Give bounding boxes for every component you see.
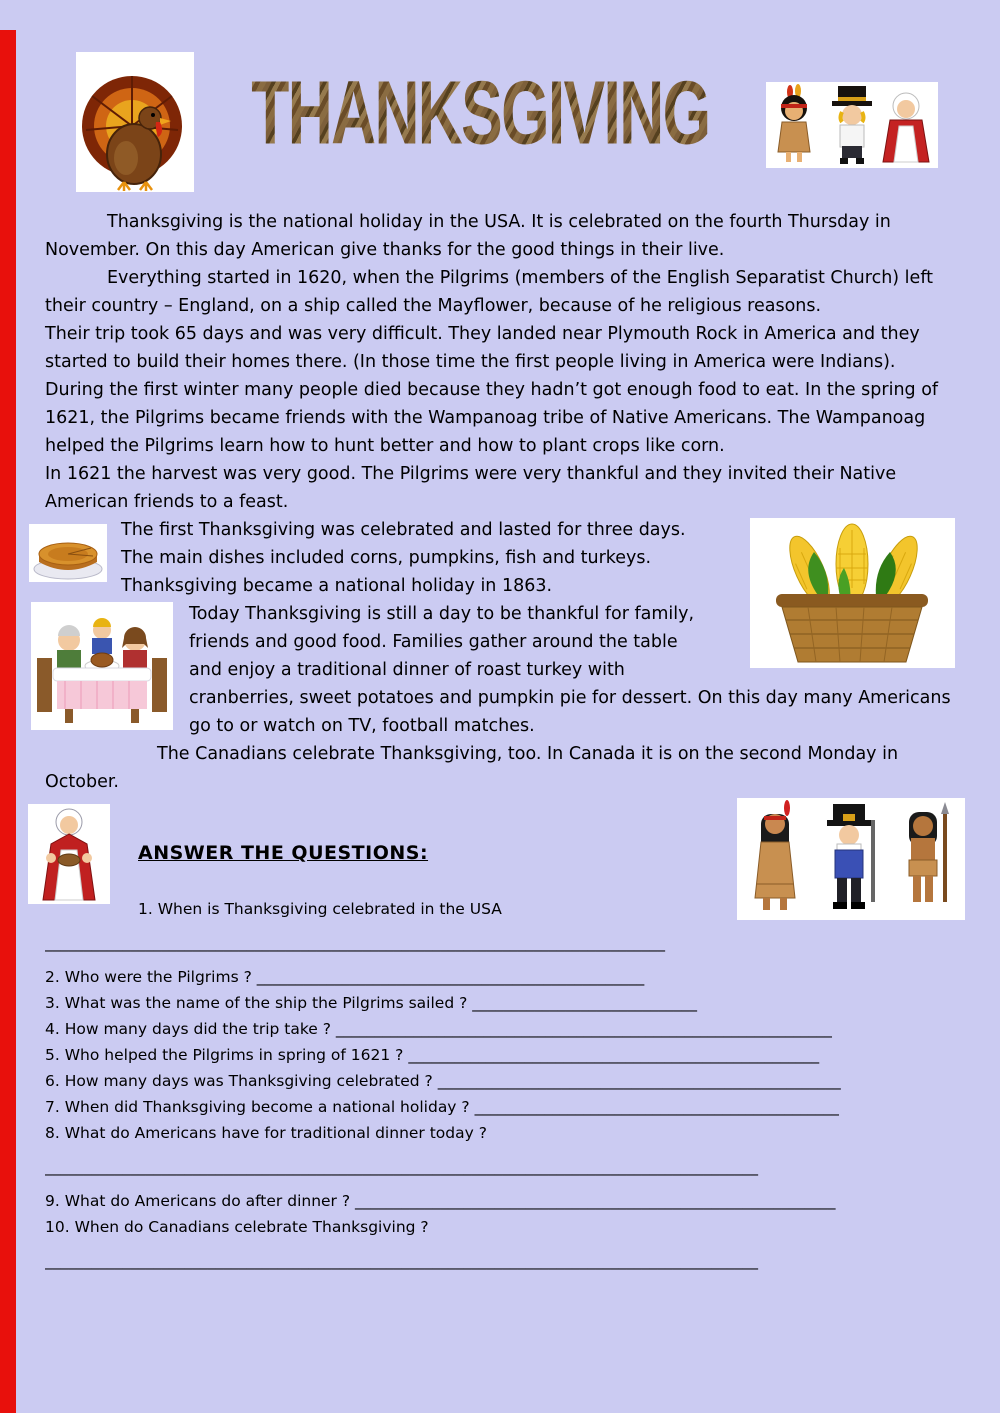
paragraph-first-thanksgiving: The first Thanksgiving was celebrated and lasted for three days. The main dishes included corns, pumpkins, fish and turkeys. [121, 520, 686, 568]
corn-basket-icon [750, 518, 955, 668]
question-4[interactable]: 4. How many days did the trip take ? ________________________________________________________________ [45, 1020, 832, 1038]
paragraph-canada: The Canadians celebrate Thanksgiving, too. In Canada it is on the second Monday in October. [45, 744, 899, 792]
paragraph-trip: Their trip took 65 days and was very difficult. They landed near Plymouth Rock in America and they started to build their homes there. (In those time the first people living in America were Indians). [45, 324, 920, 372]
worksheet-title: THANKSGIVING [250, 63, 710, 164]
question-1: 1. When is Thanksgiving celebrated in the USA [138, 900, 502, 918]
question-3[interactable]: 3. What was the name of the ship the Pilgrims sailed ? _____________________________ [45, 994, 697, 1012]
family-dinner-image [31, 602, 173, 730]
question-10: 10. When do Canadians celebrate Thanksgiving ? [45, 1218, 429, 1236]
question-9[interactable]: 9. What do Americans do after dinner ? ______________________________________________________________ [45, 1192, 836, 1210]
answer-blank-1[interactable]: ________________________________________________________________________________ [45, 934, 665, 952]
pilgrim-children-image [766, 82, 938, 168]
paragraph-intro: Thanksgiving is the national holiday in the USA. It is celebrated on the fourth Thursday in November. On this day American give thanks for the good things in their live. [45, 212, 891, 260]
title-area [194, 52, 766, 164]
question-2[interactable]: 2. Who were the Pilgrims ? __________________________________________________ [45, 968, 645, 986]
natives-and-pilgrim-icon [737, 798, 965, 920]
question-7[interactable]: 7. When did Thanksgiving become a national holiday ? _______________________________________________ [45, 1098, 839, 1116]
paragraph-winter: During the first winter many people died because they hadn’t got enough food to eat. In the spring of 1621, the Pilgrims became friends with the Wampanoag tribe of Native Americans. The Wampanoag helped the Pilgrims learn how to hunt better and how to plant crops like corn. [45, 380, 939, 456]
pilgrim-woman-icon [28, 804, 110, 904]
paragraph-pilgrims: Everything started in 1620, when the Pilgrims (members of the English Separatist Church) left their country – England, on a ship called the Mayflower, because of he religious reasons. [45, 268, 934, 316]
answer-questions-heading: ANSWER THE QUESTIONS: [138, 842, 429, 864]
family-dinner-icon [31, 602, 173, 730]
paragraph-1863: Thanksgiving became a national holiday in 1863. [121, 576, 553, 596]
question-5[interactable]: 5. Who helped the Pilgrims in spring of 1621 ? _____________________________________________________ [45, 1046, 820, 1064]
answer-blank-10[interactable]: ____________________________________________________________________________________________ [45, 1252, 758, 1270]
turkey-icon [76, 52, 194, 192]
natives-and-pilgrim-image [737, 798, 965, 920]
question-6[interactable]: 6. How many days was Thanksgiving celebrated ? ____________________________________________________ [45, 1072, 841, 1090]
corn-basket-image [750, 518, 955, 668]
pumpkin-pie-image [29, 524, 107, 582]
header [0, 0, 1000, 192]
paragraph-today: Today Thanksgiving is still a day to be thankful for family, friends and good food. Families gather around the table and enjoy a traditional dinner of roast turkey with cranberries, sweet potatoes and pumpkin pie for dessert. On this day many Americans go to or watch on TV, football matches. [189, 604, 951, 736]
answer-section [0, 796, 1000, 1274]
worksheet-text [0, 192, 1000, 796]
left-red-stripe [0, 30, 16, 1413]
answer-blank-8[interactable]: ____________________________________________________________________________________________ [45, 1158, 758, 1176]
pumpkin-pie-icon [29, 524, 107, 582]
paragraph-harvest: In 1621 the harvest was very good. The Pilgrims were very thankful and they invited their Native American friends to a feast. [45, 464, 897, 512]
question-8: 8. What do Americans have for traditional dinner today ? [45, 1124, 487, 1142]
turkey-image [76, 52, 194, 192]
pilgrim-woman-image [28, 804, 110, 904]
pilgrim-children-icon [766, 82, 938, 168]
